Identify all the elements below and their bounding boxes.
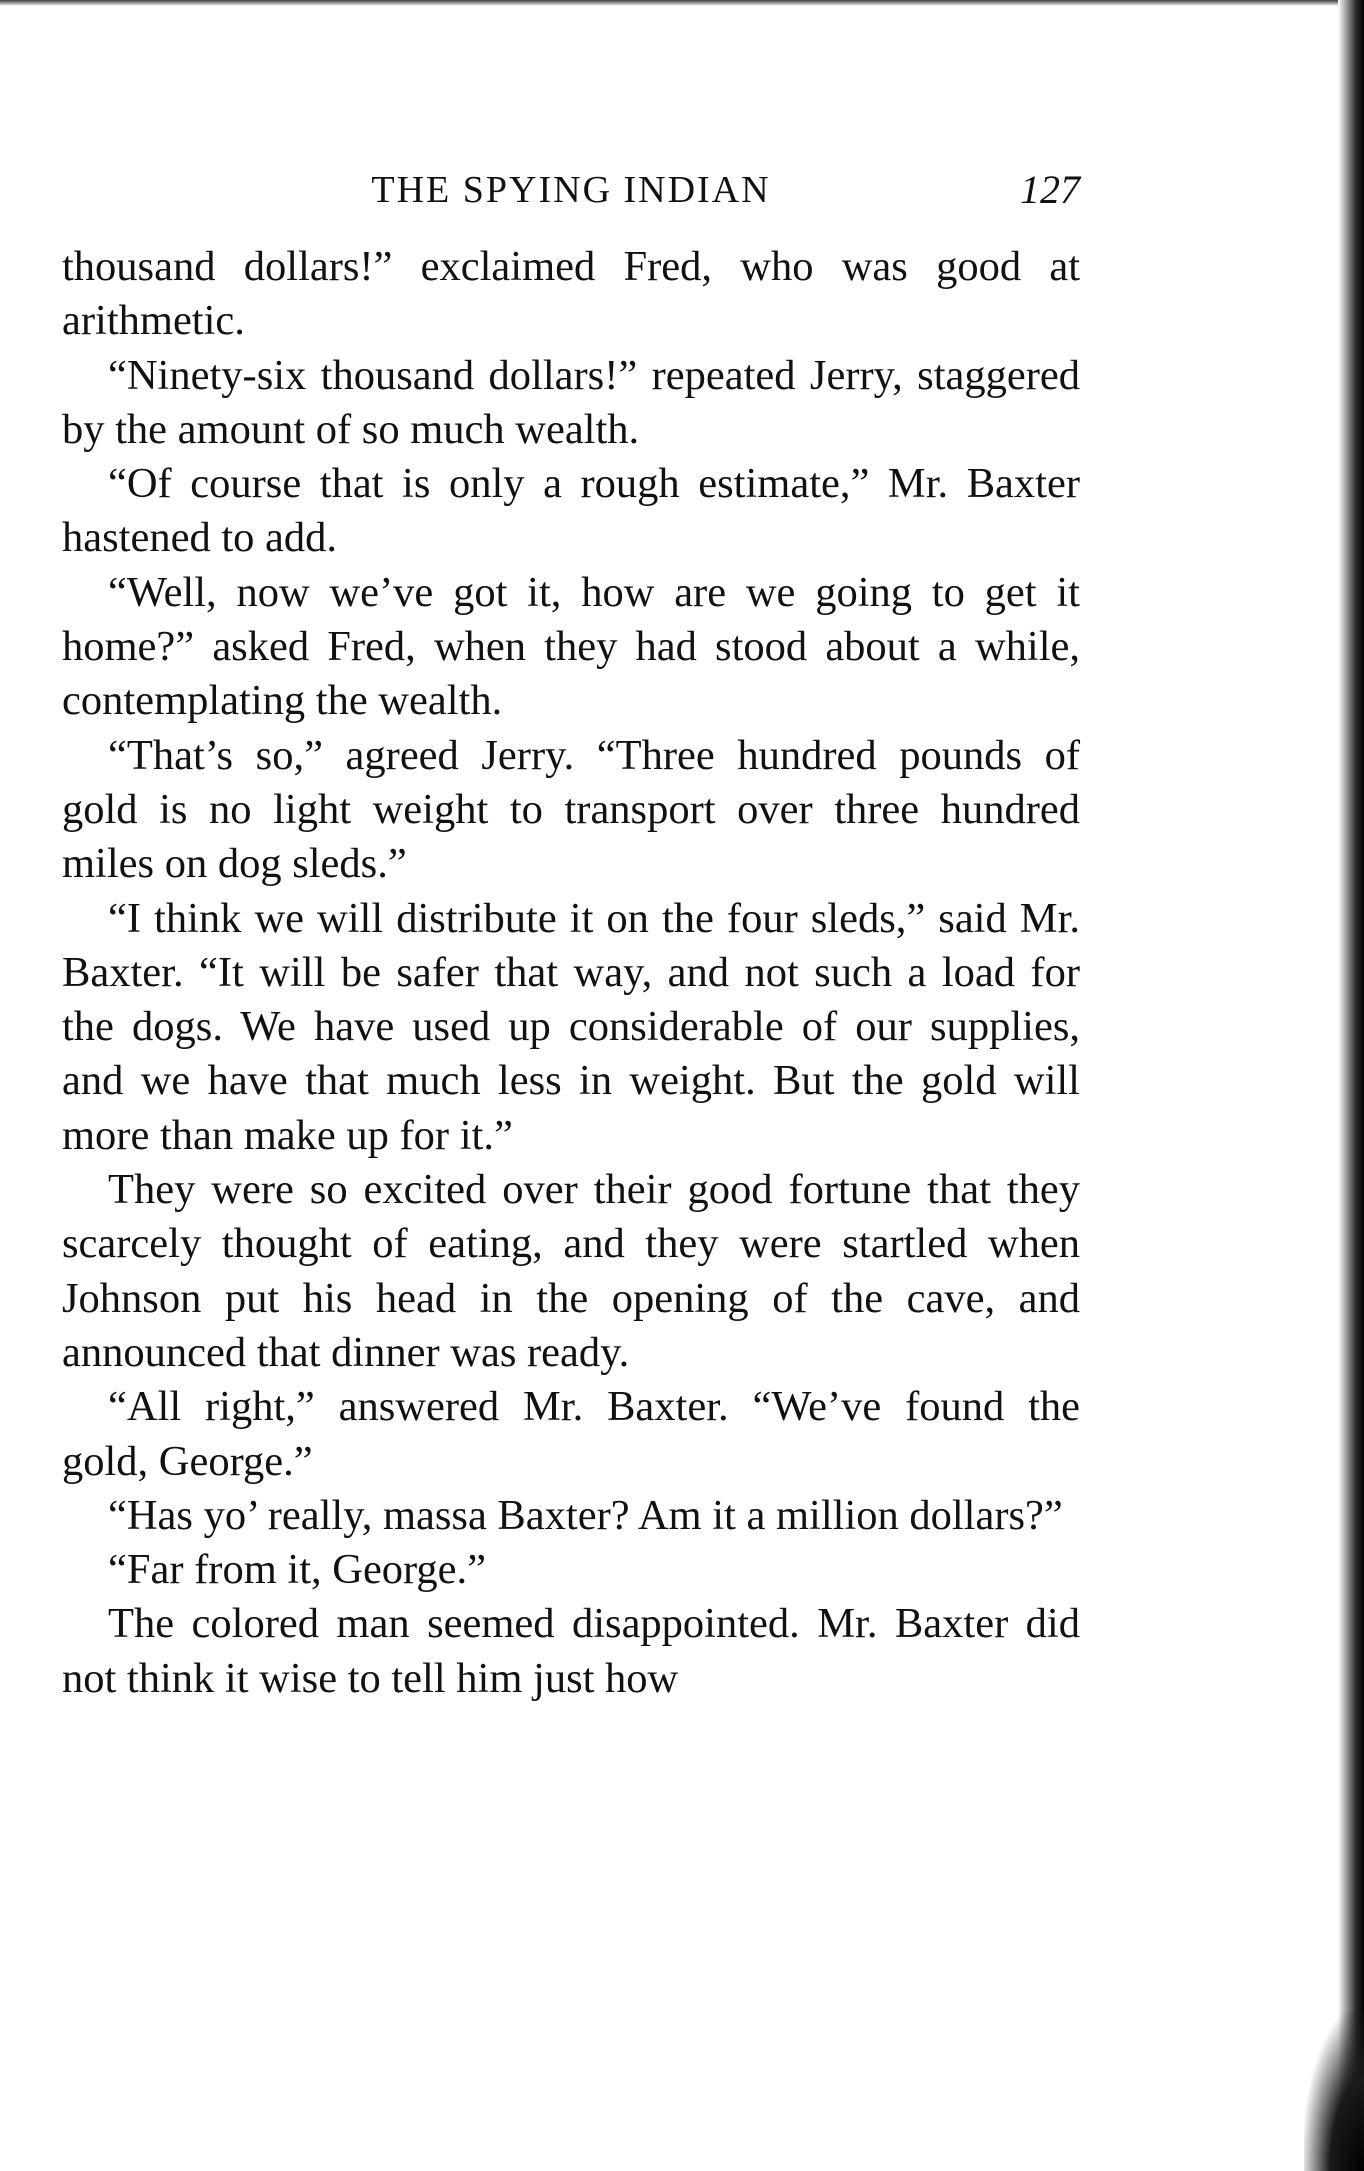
- paragraph-1: thousand dollars!” exclaimed Fred, who was good at arithmetic.: [62, 243, 1080, 345]
- chapter-title: THE SPYING INDIAN: [371, 169, 771, 211]
- paragraph-11: The colored man seemed disappointed. Mr. Baxter did not think it wise to tell him just how: [62, 1600, 1080, 1702]
- scan-shadow-top: [0, 0, 1364, 6]
- paragraph-8: “All right,” answered Mr. Baxter. “We’ve found the gold, George.”: [62, 1383, 1080, 1485]
- paragraph-4: “Well, now we’ve got it, how are we going to get it home?” asked Fred, when they had stood about a while, contemplating the wealth.: [62, 568, 1080, 725]
- paragraph-7: They were so excited over their good fortune that they scarcely thought of eating, and they were startled when Johnson put his head in the opening of the cave, and announced that dinner was ready.: [62, 1166, 1080, 1376]
- page-number: 127: [1020, 167, 1080, 212]
- paragraph-3: “Of course that is only a rough estimate,” Mr. Baxter hastened to add.: [62, 460, 1080, 562]
- running-head: [62, 160, 1080, 220]
- scan-shadow-corner: [1304, 2011, 1364, 2171]
- paragraph-9: “Has yo’ really, massa Baxter? Am it a million dollars?”: [108, 1491, 1063, 1539]
- paragraph-5: “That’s so,” agreed Jerry. “Three hundred pounds of gold is no light weight to transport over three hundred miles on dog sleds.”: [62, 731, 1080, 888]
- body-text: [62, 240, 1080, 1706]
- scan-shadow-right: [1338, 0, 1364, 2171]
- paragraph-2: “Ninety-six thousand dollars!” repeated Jerry, staggered by the amount of so much wealth.: [62, 351, 1080, 453]
- paragraph-10: “Far from it, George.”: [108, 1546, 487, 1594]
- paragraph-6: “I think we will distribute it on the four sleds,” said Mr. Baxter. “It will be safer that way, and not such a load for the dogs. We have used up considerable of our supplies, and we have that much less in weight. But the gold will more than make up for it.”: [62, 894, 1080, 1159]
